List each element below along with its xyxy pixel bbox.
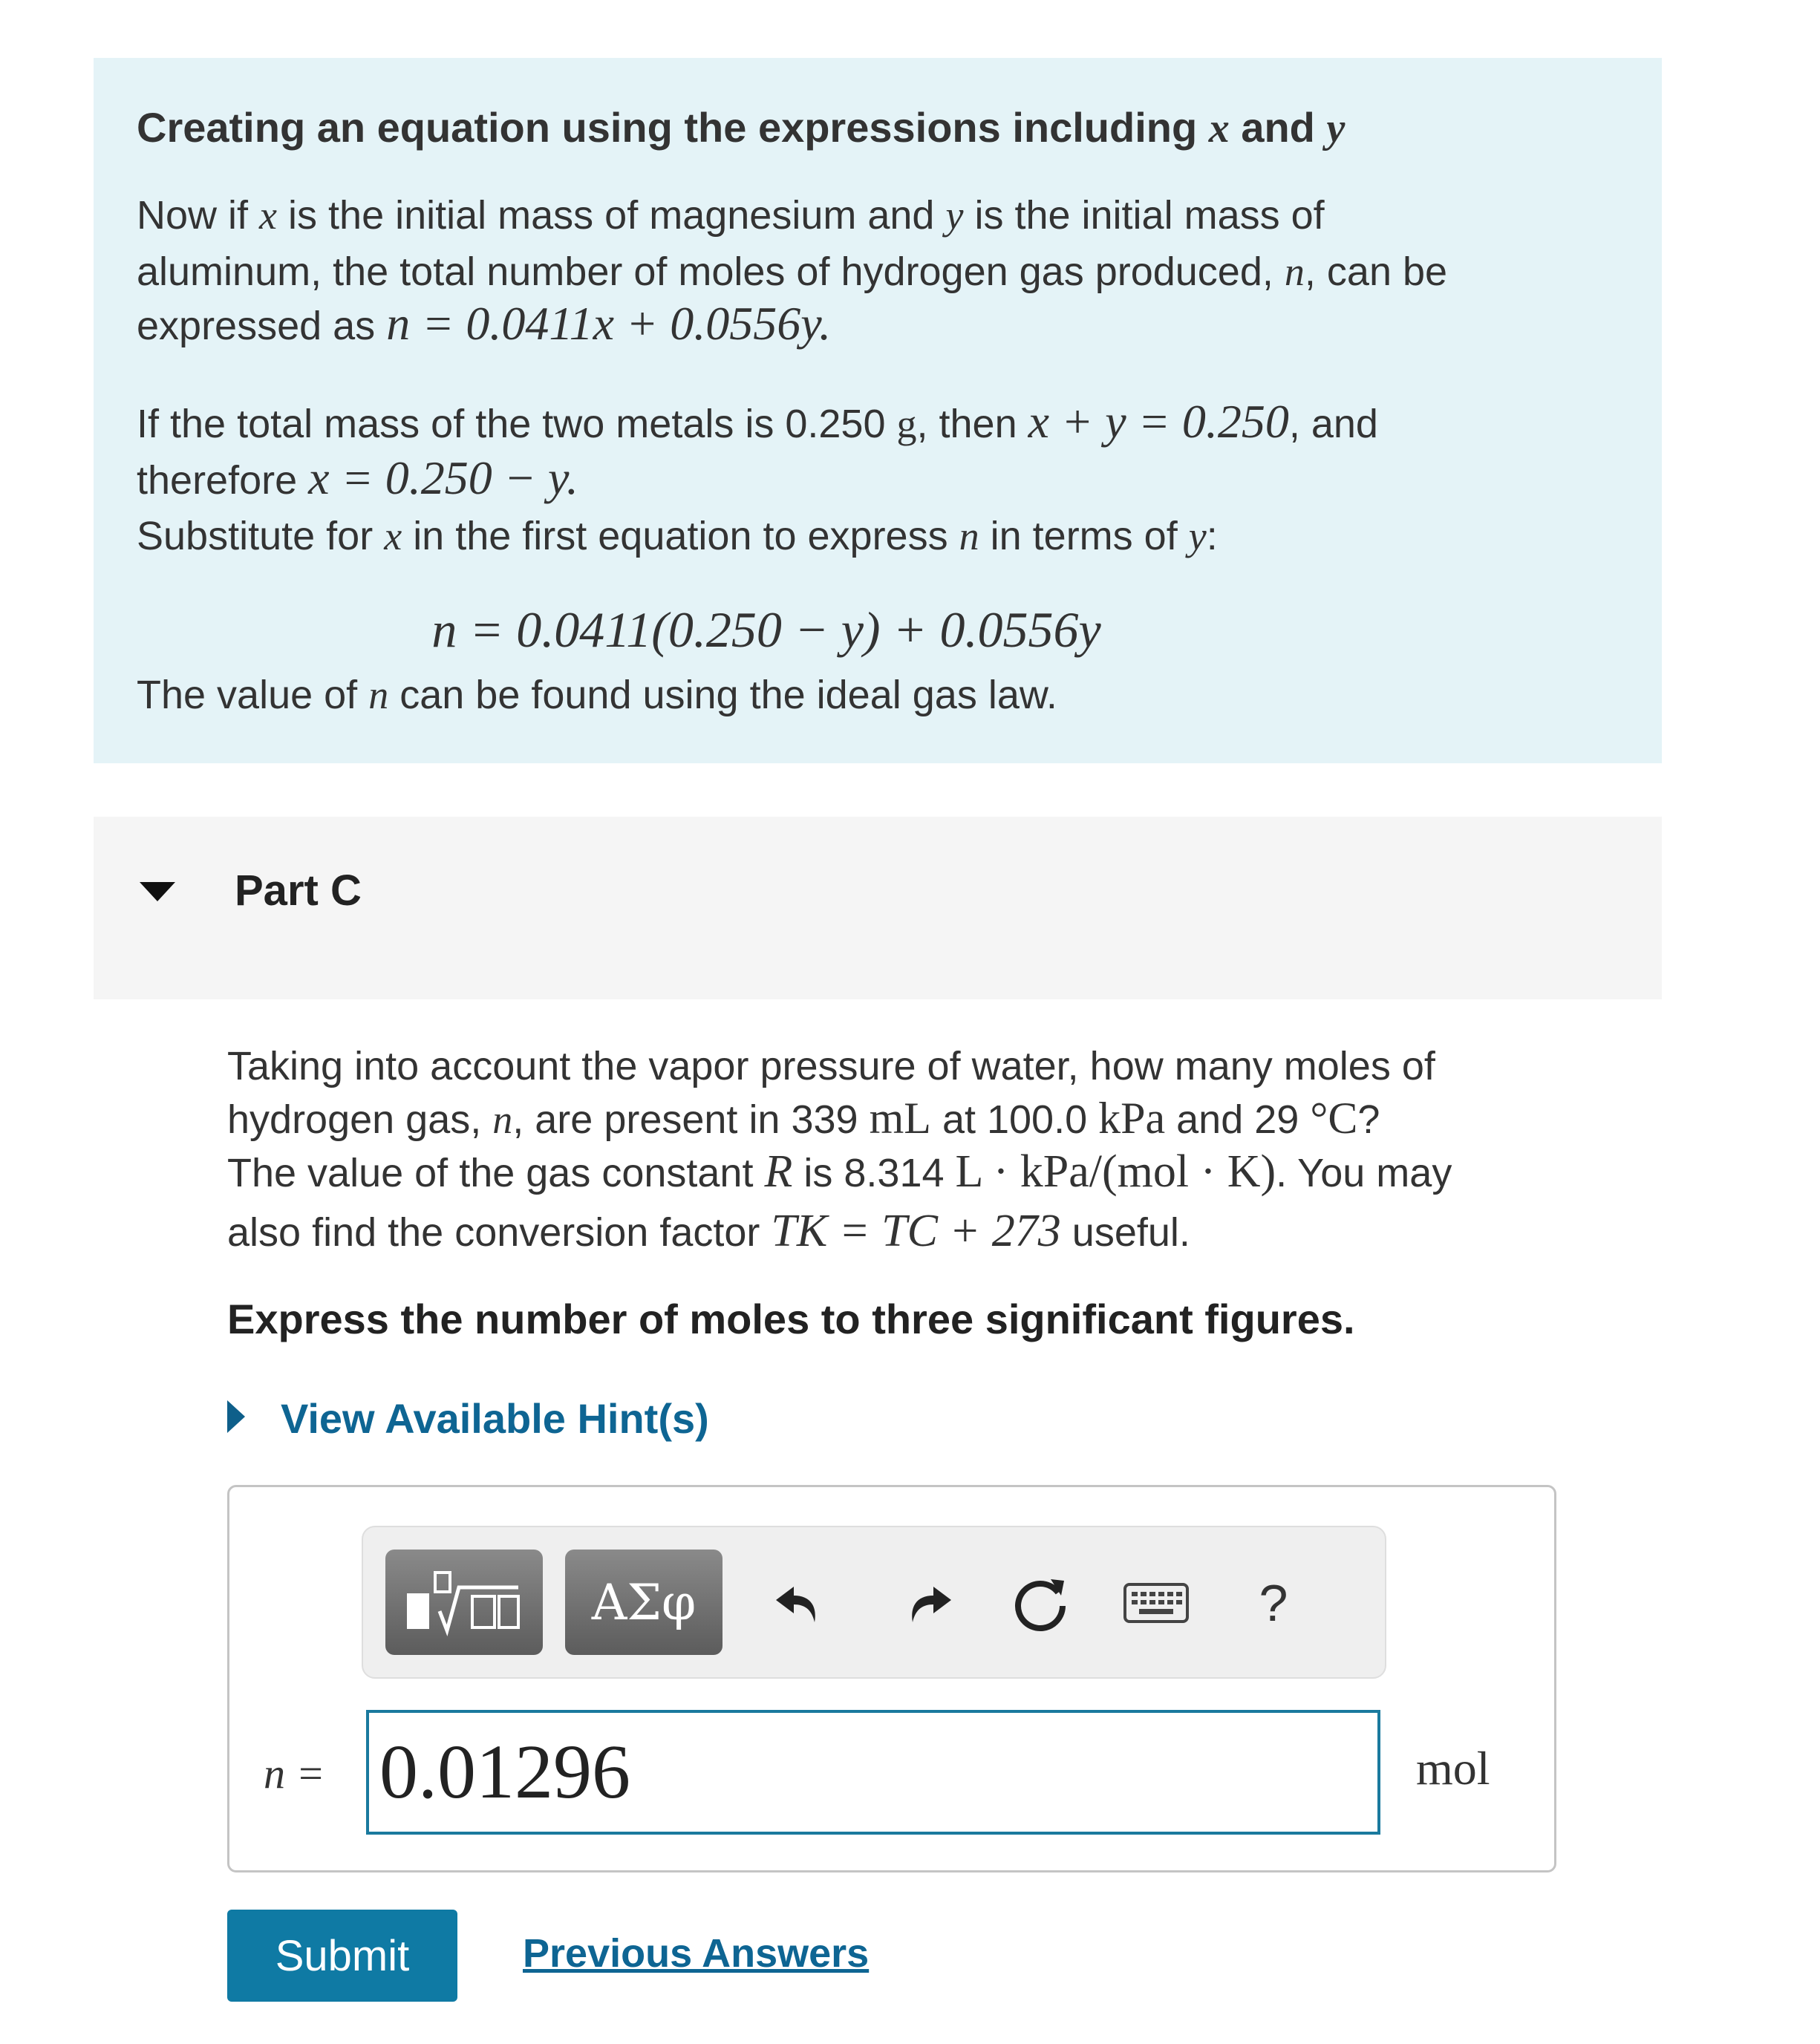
- undo-icon[interactable]: [764, 1566, 838, 1640]
- var-n: n: [959, 514, 979, 558]
- keyboard-glyph-icon: [1123, 1582, 1190, 1624]
- question-line: [227, 1145, 1452, 1200]
- question-line: [227, 1091, 1380, 1146]
- redo-arrow-icon: [896, 1573, 956, 1633]
- undo-arrow-icon: [772, 1573, 831, 1633]
- text: and 29: [1176, 1097, 1299, 1142]
- heading-var-y: y: [1326, 105, 1346, 151]
- var-y: y: [1188, 514, 1207, 558]
- unit: g: [896, 402, 917, 446]
- text: hydrogen gas,: [227, 1097, 482, 1142]
- part-c-header[interactable]: [94, 817, 1662, 999]
- reset-icon[interactable]: [1003, 1566, 1077, 1640]
- refresh-icon: [1009, 1572, 1072, 1634]
- text: at 100.0: [942, 1097, 1088, 1142]
- text: also find the conversion factor: [227, 1210, 760, 1255]
- equation: x + y = 0.250: [1028, 395, 1289, 448]
- info-line: [137, 508, 1218, 564]
- unit: L · kPa/(mol · K): [955, 1146, 1276, 1197]
- var-y: y: [945, 193, 964, 238]
- collapse-triangle-icon[interactable]: [140, 882, 175, 901]
- text: expressed as: [137, 304, 376, 348]
- text: is the initial mass of: [974, 193, 1325, 238]
- text: Substitute for: [137, 514, 374, 558]
- templates-icon: [401, 1565, 527, 1639]
- heading-and: and: [1241, 104, 1315, 151]
- submit-button[interactable]: Submit: [227, 1910, 457, 2002]
- unit-label: mol: [1416, 1742, 1490, 1795]
- unit: mL: [869, 1094, 931, 1143]
- var-n: n: [492, 1097, 513, 1142]
- text: Now if: [137, 193, 249, 238]
- text: aluminum, the total number of moles of hydrogen gas produced,: [137, 249, 1273, 294]
- heading-var-x: x: [1208, 105, 1230, 151]
- text: useful.: [1072, 1210, 1190, 1255]
- answer-input[interactable]: 0.01296: [366, 1710, 1380, 1835]
- equation: x = 0.250 − y.: [308, 451, 578, 504]
- display-equation: n = 0.0411(0.250 − y) + 0.0556y: [431, 601, 1101, 658]
- info-line: [137, 296, 831, 354]
- text: in terms of: [990, 514, 1178, 558]
- text: in the first equation to express: [413, 514, 948, 558]
- var-n: n: [368, 673, 389, 717]
- part-title: Part C: [235, 866, 362, 915]
- info-line: [137, 244, 1447, 300]
- var-n: n: [1284, 249, 1305, 294]
- equation: n = 0.0411x + 0.0556y.: [386, 297, 832, 350]
- var-x: x: [259, 193, 278, 238]
- unit: °C: [1310, 1094, 1358, 1143]
- question-line: Taking into account the vapor pressure of water, how many moles of: [227, 1044, 1435, 1088]
- text: , can be: [1304, 249, 1448, 294]
- info-heading: [137, 99, 1345, 157]
- question-line: [227, 1204, 1190, 1259]
- info-line: [137, 394, 1378, 452]
- answer-label: n =: [264, 1749, 325, 1798]
- templates-button[interactable]: [385, 1550, 543, 1655]
- redo-icon[interactable]: [889, 1566, 963, 1640]
- view-hints-link[interactable]: View Available Hint(s): [281, 1395, 709, 1442]
- text: If the total mass of the two metals is 0.250: [137, 402, 886, 446]
- text: ?: [1357, 1097, 1380, 1142]
- text: can be found using the ideal gas law.: [399, 673, 1057, 717]
- text: . You may: [1276, 1151, 1452, 1195]
- text: therefore: [137, 458, 298, 503]
- answer-box: [227, 1485, 1556, 1872]
- greek-symbols-button[interactable]: ΑΣφ: [565, 1550, 723, 1655]
- text: is the initial mass of magnesium and: [288, 193, 935, 238]
- info-line: [137, 667, 1057, 723]
- equation: TK = TC + 273: [771, 1206, 1061, 1256]
- text: The value of the gas constant: [227, 1151, 754, 1195]
- text: is 8.314: [803, 1151, 945, 1195]
- math-toolbar: [362, 1526, 1386, 1679]
- instruction: Express the number of moles to three significant figures.: [227, 1296, 1355, 1342]
- text: , are present in 339: [512, 1097, 858, 1142]
- expand-triangle-icon[interactable]: [227, 1400, 245, 1433]
- info-line: [137, 450, 578, 509]
- var-x: x: [384, 514, 402, 558]
- keyboard-icon[interactable]: [1119, 1566, 1193, 1640]
- unit: kPa: [1098, 1094, 1166, 1143]
- help-button[interactable]: ?: [1259, 1574, 1288, 1632]
- var-r: R: [764, 1146, 793, 1197]
- previous-answers-link[interactable]: Previous Answers: [523, 1931, 870, 1976]
- text: The value of: [137, 673, 358, 717]
- text: , and: [1288, 402, 1378, 446]
- heading-text: Creating an equation using the expressions including: [137, 104, 1198, 151]
- text: , then: [916, 402, 1017, 446]
- text: :: [1206, 514, 1218, 558]
- info-panel: [94, 58, 1662, 763]
- info-line: [137, 187, 1325, 244]
